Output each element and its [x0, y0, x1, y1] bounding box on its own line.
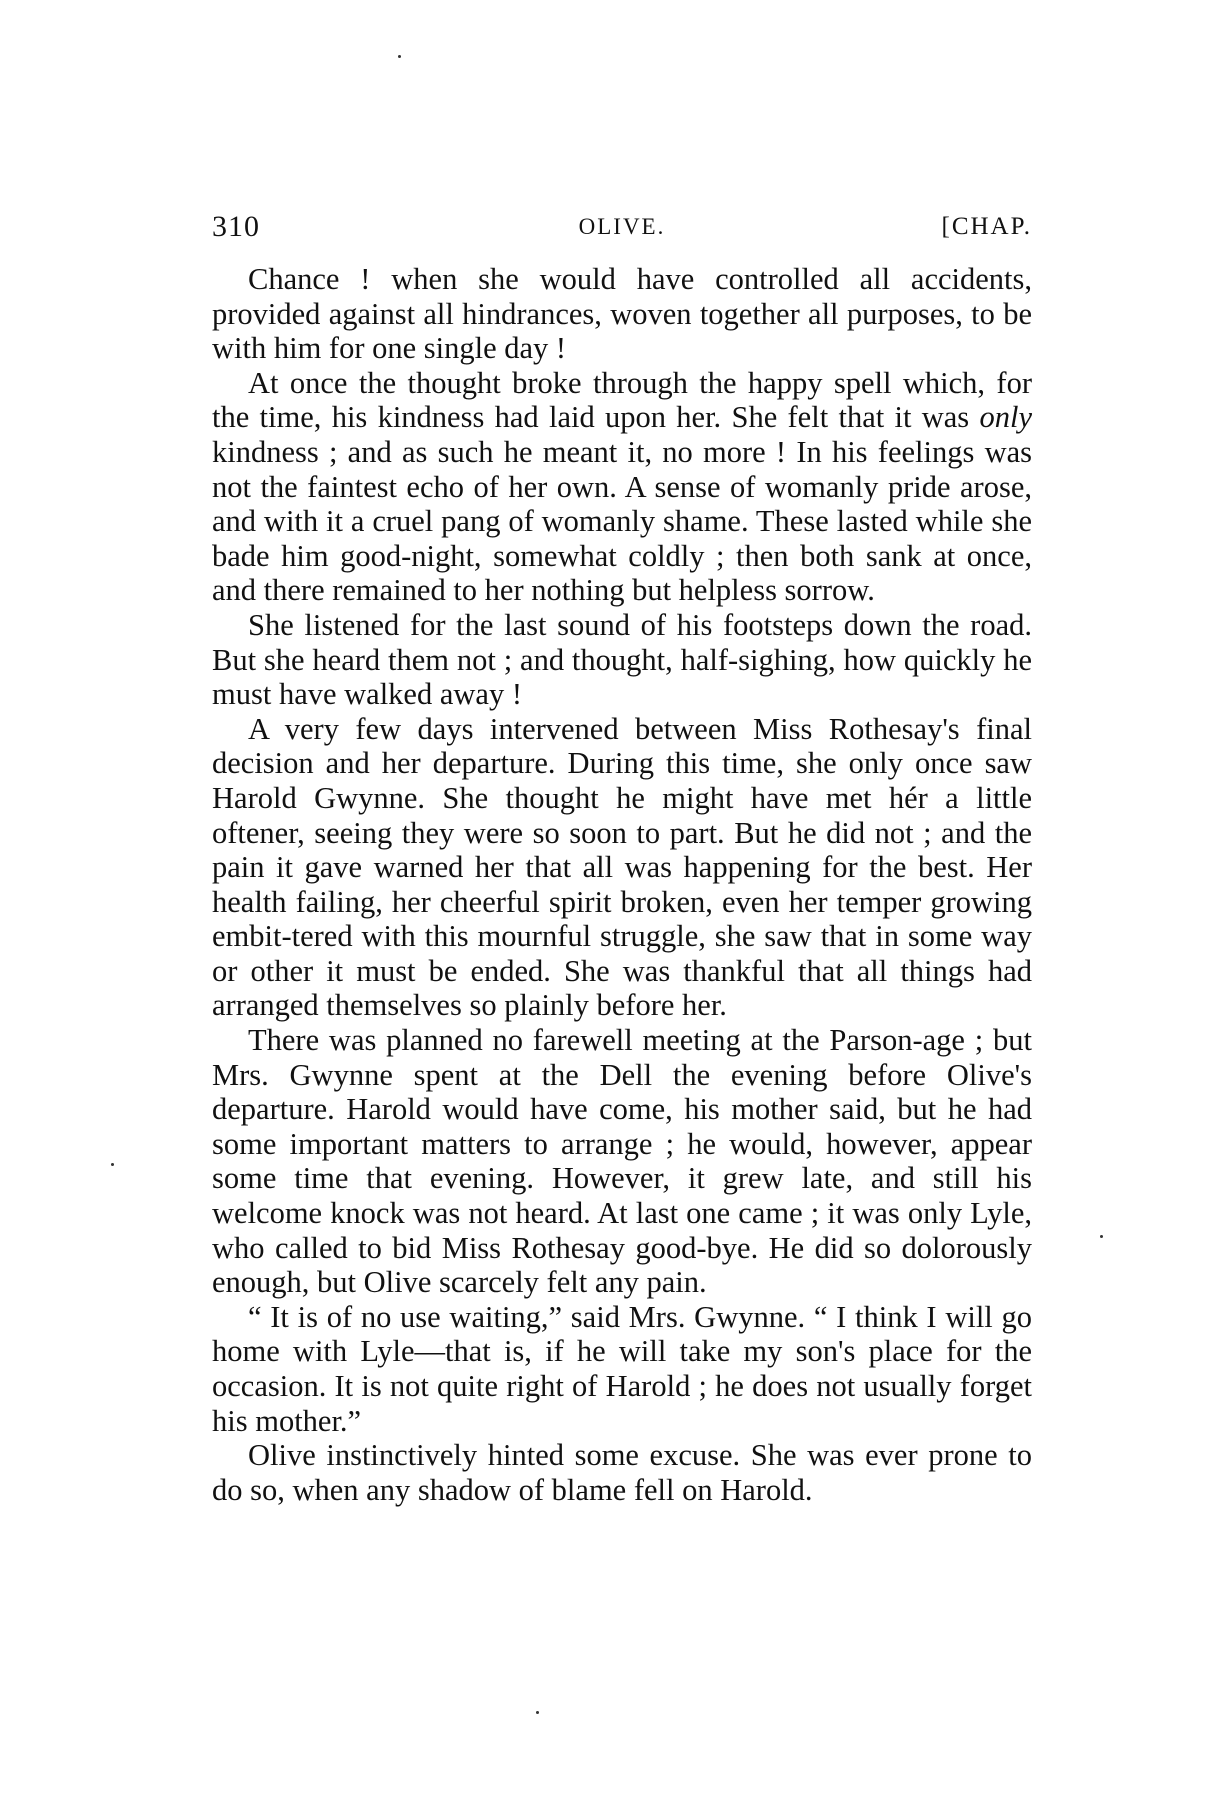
- running-head: [212, 207, 1032, 247]
- running-title: OLIVE.: [578, 214, 666, 239]
- paragraph: [212, 366, 1032, 608]
- scan-speck: [1100, 1235, 1103, 1238]
- paragraph-text: Olive instinctively hinted some excuse. She was ever prone to do so, when any shadow of blame fell on Harold.: [212, 1438, 1032, 1507]
- paragraph: [212, 262, 1032, 366]
- paragraph: [212, 1438, 1032, 1507]
- page-number: 310: [212, 210, 260, 243]
- paragraph: [212, 712, 1032, 1023]
- paragraph: [212, 608, 1032, 712]
- chapter-mark: [CHAP.: [941, 213, 1032, 240]
- paragraph-text: She listened for the last sound of his footsteps down the road. But she heard them not ; and thought, half-sighing, how quickly he must have walked away !: [212, 607, 1032, 712]
- scan-speck: [536, 1711, 539, 1714]
- scan-speck: [111, 1163, 114, 1166]
- paragraph-text: “ It is of no use waiting,” said Mrs. Gwynne. “ I think I will go home with Lyle—that is, if he will take my son's place for the occasion. It is not quite right of Harold ; he does not usually forget his mother.”: [212, 1299, 1032, 1438]
- emphasis-text: only: [979, 400, 1032, 435]
- paragraph-text: A very few days intervened between Miss Rothesay's final decision and her departure. During this time, she only once saw Harold Gwynne. She thought he might have met hér a little oftener, seeing they were so soon to part. But he did not ; and the pain it gave warned her that all was happening for the best. Her health failing, her cheerful spirit broken, even her temper growing embit-tered with this mournful struggle, she saw that in some way or other it must be ended. She was thankful that all things had arranged themselves so plainly before her.: [212, 711, 1032, 1023]
- paragraph: [212, 1023, 1032, 1300]
- paragraph-text: At once the thought broke through the happy spell which, for the time, his kindness had laid upon her. She felt that it was: [212, 365, 1032, 435]
- paragraph-text: There was planned no farewell meeting at the Parson-age ; but Mrs. Gwynne spent at the Dell the evening before Olive's departure. Harold would have come, his mother said, but he had some important matters to arrange ; he would, however, appear some time that evening. However, it grew late, and still his welcome knock was not heard. At last one came ; it was only Lyle, who called to bid Miss Rothesay good-bye. He did so dolorously enough, but Olive scarcely felt any pain.: [212, 1023, 1032, 1300]
- body-text: [212, 262, 1032, 1507]
- paragraph-text: Chance ! when she would have controlled all accidents, provided against all hindrances, woven together all purposes, to be with him for one single day !: [212, 262, 1032, 366]
- scan-speck: [398, 55, 401, 58]
- paragraph: [212, 1300, 1032, 1438]
- paragraph-text: kindness ; and as such he meant it, no more ! In his feelings was not the faintest echo of her own. A sense of womanly pride arose, and with it a cruel pang of womanly shame. These lasted while she bade him good-night, somewhat coldly ; then both sank at once, and there remained to her nothing but helpless sorrow.: [212, 434, 1032, 608]
